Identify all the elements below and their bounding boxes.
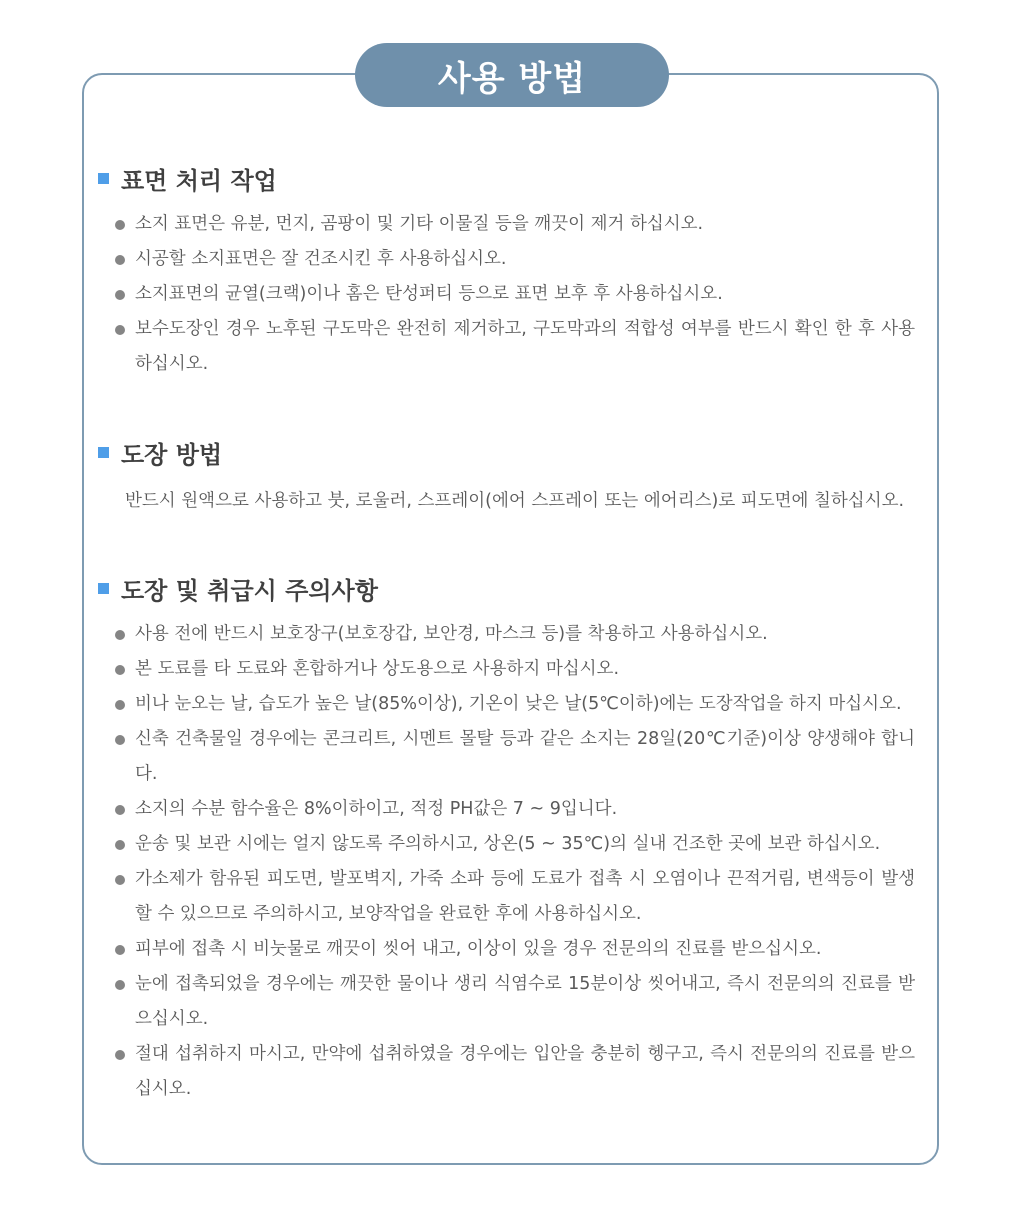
list-item: 시공할 소지표면은 잘 건조시킨 후 사용하십시오.	[98, 242, 915, 277]
section-precautions	[98, 570, 928, 1107]
page-title: 사용 방법	[355, 43, 669, 107]
bullet-dot-icon	[115, 700, 125, 710]
item-list	[98, 207, 928, 382]
list-item: 사용 전에 반드시 보호장구(보호장갑, 보안경, 마스크 등)를 착용하고 사용하십시오.	[98, 617, 915, 652]
list-item: 소지의 수분 함수율은 8%이하이고, 적정 PH값은 7 ~ 9입니다.	[98, 792, 915, 827]
section-header	[98, 570, 928, 606]
section-title: 도장 방법	[121, 440, 223, 469]
bullet-dot-icon	[115, 255, 125, 265]
bullet-dot-icon	[115, 325, 125, 335]
list-item: 피부에 접촉 시 비눗물로 깨끗이 씻어 내고, 이상이 있을 경우 전문의의 진료를 받으십시오.	[98, 932, 915, 967]
list-item: 소지표면의 균열(크랙)이나 홈은 탄성퍼티 등으로 표면 보후 후 사용하십시오.	[98, 277, 915, 312]
bullet-dot-icon	[115, 1050, 125, 1060]
bullet-dot-icon	[115, 980, 125, 990]
list-item: 본 도료를 타 도료와 혼합하거나 상도용으로 사용하지 마십시오.	[98, 652, 915, 687]
section-painting-method	[98, 434, 928, 519]
list-item: 신축 건축물일 경우에는 콘크리트, 시멘트 몰탈 등과 같은 소지는 28일(20℃기준)이상 양생해야 합니다.	[98, 722, 915, 792]
section-surface-treatment	[98, 160, 928, 382]
list-item: 소지 표면은 유분, 먼지, 곰팡이 및 기타 이물질 등을 깨끗이 제거 하십시오.	[98, 207, 915, 242]
bullet-dot-icon	[115, 875, 125, 885]
list-item: 보수도장인 경우 노후된 구도막은 완전히 제거하고, 구도막과의 적합성 여부를 반드시 확인 한 후 사용하십시오.	[98, 312, 915, 382]
square-bullet-icon	[98, 447, 109, 458]
bullet-dot-icon	[115, 665, 125, 675]
bullet-dot-icon	[115, 945, 125, 955]
list-item: 가소제가 함유된 피도면, 발포벽지, 가죽 소파 등에 도료가 접촉 시 오염이나 끈적거림, 변색등이 발생할 수 있으므로 주의하시고, 보양작업을 완료한 후에 사용하십시오.	[98, 862, 915, 932]
list-item: 눈에 접촉되었을 경우에는 깨끗한 물이나 생리 식염수로 15분이상 씻어내고, 즉시 전문의의 진료를 받으십시오.	[98, 967, 915, 1037]
section-text: 반드시 원액으로 사용하고 붓, 로울러, 스프레이(에어 스프레이 또는 에어리스)로 피도면에 칠하십시오.	[125, 491, 905, 511]
list-item: 비나 눈오는 날, 습도가 높은 날(85%이상), 기온이 낮은 날(5℃이하)에는 도장작업을 하지 마십시오.	[98, 687, 915, 722]
section-title: 표면 처리 작업	[121, 166, 277, 195]
bullet-dot-icon	[115, 290, 125, 300]
bullet-dot-icon	[115, 805, 125, 815]
bullet-dot-icon	[115, 220, 125, 230]
square-bullet-icon	[98, 583, 109, 594]
bullet-dot-icon	[115, 630, 125, 640]
section-header	[98, 160, 928, 196]
square-bullet-icon	[98, 173, 109, 184]
item-list	[98, 617, 928, 1107]
section-header	[98, 434, 928, 470]
list-item: 절대 섭취하지 마시고, 만약에 섭취하였을 경우에는 입안을 충분히 헹구고, 즉시 전문의의 진료를 받으십시오.	[98, 1037, 915, 1107]
bullet-dot-icon	[115, 840, 125, 850]
bullet-dot-icon	[115, 735, 125, 745]
section-title: 도장 및 취급시 주의사항	[121, 576, 378, 605]
list-item: 운송 및 보관 시에는 얼지 않도록 주의하시고, 상온(5 ~ 35℃)의 실내 건조한 곳에 보관 하십시오.	[98, 827, 915, 862]
